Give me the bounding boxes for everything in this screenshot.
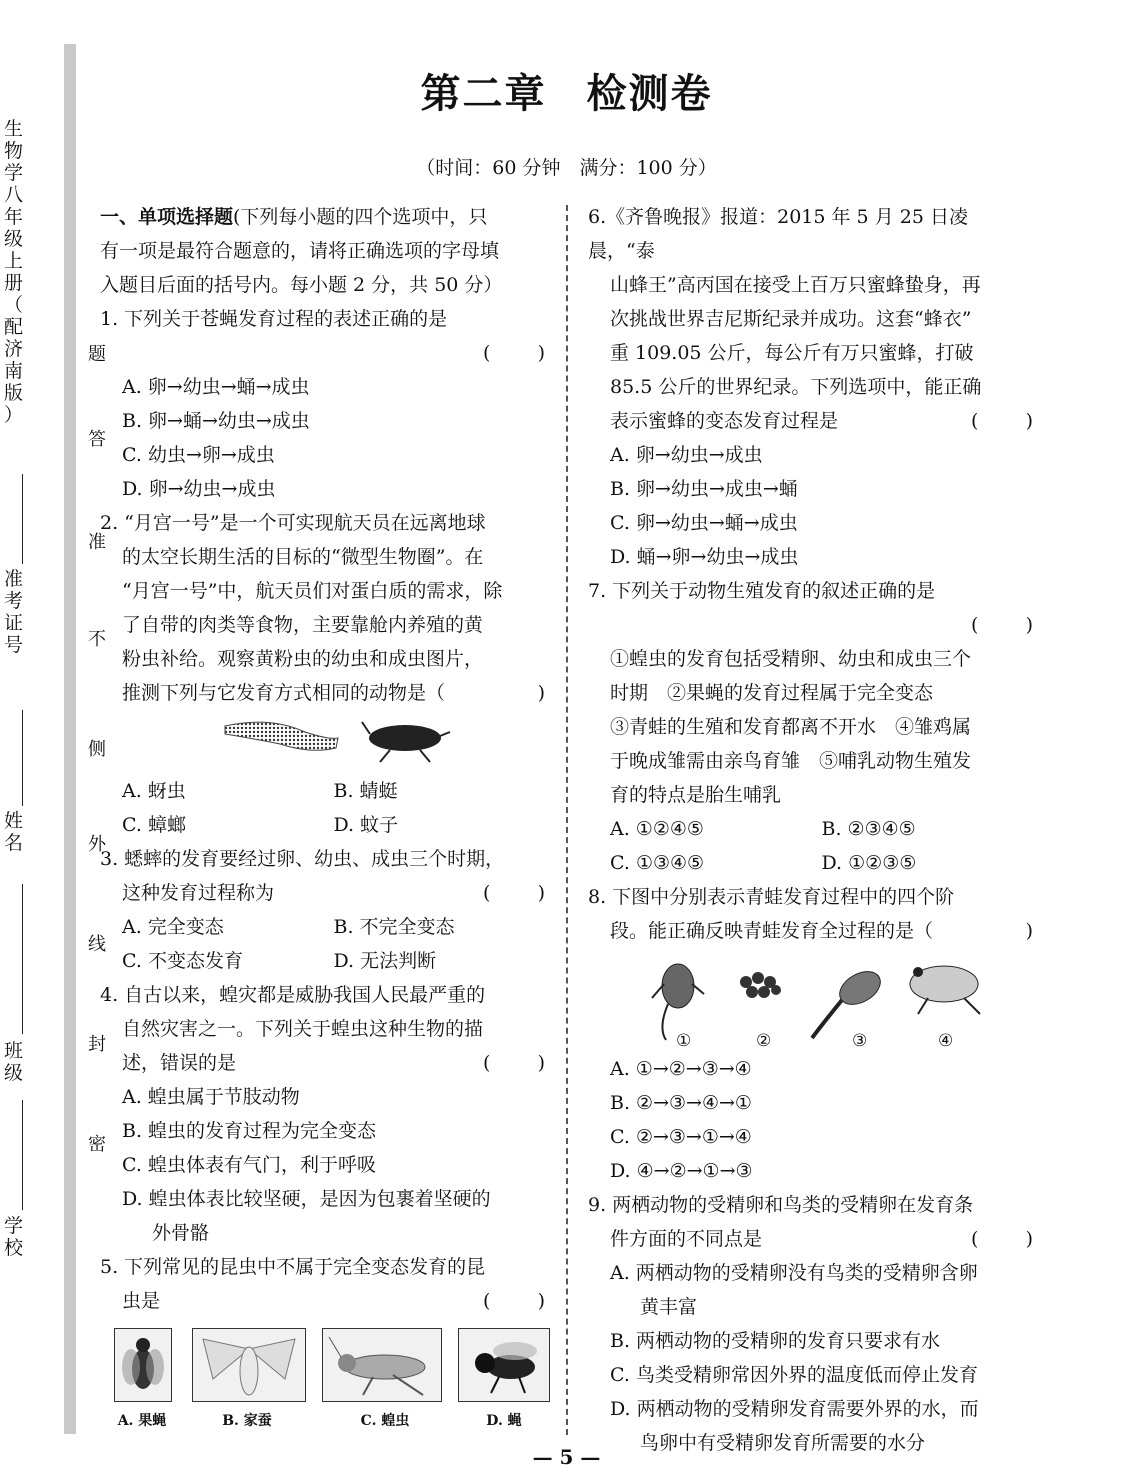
option-d: D. ①②③⑤: [821, 852, 917, 874]
adult-frog-icon: [910, 966, 980, 1014]
frog-stages-images: [588, 948, 1033, 1052]
exam-id-line: [22, 474, 23, 564]
school-line: [22, 1100, 23, 1210]
mealworm-figure: [100, 710, 545, 774]
caption-c: C. 蝗虫: [360, 1413, 410, 1429]
question-1: 1. 下列关于苍蝇发育过程的表述正确的是 ( ) A. 卵→幼虫→蛹→成虫 B. 卵→蛹→幼虫→成虫 C. 幼虫→卵→成虫 D. 卵→幼虫→成虫: [100, 302, 545, 506]
question-3: 3. 蟋蟀的发育要经过卵、幼虫、成虫三个时期， 这种发育过程称为 ( ) A. 完全变态 B. 不完全变态 C. 不变态发育 D. 无法判断: [100, 842, 545, 978]
left-column: [100, 200, 545, 1318]
side-class-label: 班 级: [4, 1040, 24, 1084]
seal-char: 外: [88, 834, 106, 855]
section1-heading-line: 一、单项选择题(下列每小题的四个选项中，只: [100, 206, 488, 228]
seal-char: 准: [88, 532, 106, 553]
option-b: B. 两栖动物的受精卵的发育只要求有水: [610, 1330, 941, 1352]
section1-instructions: 入题目后面的括号内。每小题 2 分，共 50 分）: [100, 274, 503, 296]
side-exam-id-label: 准 考 证 号: [4, 568, 24, 656]
option-c: C. ①③④⑤: [610, 852, 705, 874]
question-8: 8. 下图中分别表示青蛙发育过程中的四个阶 段。能正确反映青蛙发育全过程的是（ ) ① ② ③ ④ A. ①→②→③→④ B. ②→③→④→① C. ②→③→①→④ D. ④→②→①→③: [588, 880, 1033, 1188]
question-7: 7. 下列关于动物生殖发育的叙述正确的是 ( ) ①蝗虫的发育包括受精卵、幼虫和成虫三个 时期 ②果蝇的发育过程属于完全变态 ③青蛙的生殖和发育都离不开水 ④雏鸡属 于晚成雏需由亲鸟育雏 ⑤哺乳动物生殖发 育的特点是胎生哺乳 A. ①②④⑤ B. ②③④⑤ C. ①③④⑤ D. ①②③⑤: [588, 574, 1033, 880]
question-5: 5. 下列常见的昆虫中不属于完全变态发育的昆 虫是 ( ): [100, 1256, 545, 1312]
side-school-label: 学 校: [4, 1215, 24, 1259]
option-a: A. 完全变态: [122, 916, 224, 938]
tadpole-icon: [812, 965, 886, 1038]
option-c: C. 蝗虫体表有气门，利于呼吸: [122, 1154, 376, 1176]
seal-char: 侧: [88, 739, 106, 760]
option-b: B. 蜻蜓: [333, 780, 398, 802]
option-a: A. 蝗虫属于节肢动物: [122, 1086, 300, 1108]
side-book-title: 生 物 学 八 年 级 上 册 （ 配 济 南 版 ）: [4, 118, 24, 426]
option-d: D. 蛹→卵→幼虫→成虫: [610, 546, 799, 568]
option-d: D. 蚊子: [333, 814, 399, 836]
page-title: [0, 62, 1133, 119]
option-d: D. 无法判断: [333, 950, 437, 972]
option-c: C. 卵→幼虫→蛹→成虫: [610, 512, 798, 534]
option-a: A. 蚜虫: [122, 780, 186, 802]
section1-instructions: 有一项是最符合题意的，请将正确选项的字母填: [100, 240, 500, 262]
question-9: 9. 两栖动物的受精卵和鸟类的受精卵在发育条 件方面的不同点是 ( ) A. 两栖动物的受精卵没有鸟类的受精卵含卵 黄丰富 B. 两栖动物的受精卵的发育只要求有水 C. 鸟类受精卵常因外界的温度低而停止发育 D. 两栖动物的受精卵发育需要外界的水，而 鸟卵中有受精卵发育所需要的水分: [588, 1194, 1033, 1454]
larva-icon: [225, 722, 338, 750]
seal-char: 密: [88, 1134, 106, 1155]
mealworm-images: [100, 710, 545, 774]
option-a: A. 两栖动物的受精卵没有鸟类的受精卵含卵: [610, 1262, 978, 1284]
frog-stages-figure: [588, 948, 1033, 1052]
seal-char: 答: [88, 429, 106, 450]
stage-label-4: ④: [938, 1031, 954, 1051]
seal-char: 线: [88, 934, 106, 955]
answer-paren: ( ): [483, 342, 545, 364]
question-4: 4. 自古以来，蝗灾都是威胁我国人民最严重的 自然灾害之一。下列关于蝗虫这种生物的描 述，错误的是 ( ) A. 蝗虫属于节肢动物 B. 蝗虫的发育过程为完全变态 C. 蝗虫体表有气门，利于呼吸 D. 蝗虫体表比较坚硬，是因为包裹着坚硬的 外骨骼: [100, 984, 545, 1244]
frog-eggs-icon: [740, 972, 781, 998]
exam-time-score: （时间：60 分钟 满分：100 分）: [416, 157, 717, 179]
option-c: C. ②→③→①→④: [610, 1126, 752, 1148]
option-c: C. 幼虫→卵→成虫: [122, 444, 275, 466]
option-c: C. 不变态发育: [122, 950, 243, 972]
option-b: B. ②③④⑤: [821, 818, 916, 840]
title-chapter: 第二章: [420, 70, 547, 117]
option-c: C. 蟑螂: [122, 814, 186, 836]
page-number: — 5 —: [532, 1445, 601, 1469]
question-6: 6.《齐鲁晚报》报道：2015 年 5 月 25 日凌晨，“泰 山蜂王”高丙国在接受上百万只蜜蜂蛰身，再 次挑战世界吉尼斯纪录并成功。这套“蜂衣” 重 109.05 公斤，每公斤有万只蜜蜂，打破 85.5 公斤的世界纪录。下列选项中，能正确 表示蜜蜂的变态发育过程是 ( ) A. 卵→幼虫→成虫 B. 卵→幼虫→成虫→蛹 C. 卵→幼虫→蛹→成虫 D. 蛹→卵→幼虫→成虫: [588, 200, 1033, 574]
caption-d: D. 蝇: [486, 1413, 522, 1429]
silkworm-moth-image: [192, 1328, 306, 1402]
option-b: B. 不完全变态: [333, 916, 455, 938]
option-d: D. 卵→幼虫→成虫: [122, 478, 276, 500]
column-divider: [566, 205, 568, 1435]
option-d: D. 蝗虫体表比较坚硬，是因为包裹着坚硬的: [122, 1188, 491, 1210]
title-exam: 检测卷: [586, 70, 713, 117]
option-b: B. 卵→幼虫→成虫→蛹: [610, 478, 798, 500]
option-b: B. ②→③→④→①: [610, 1092, 752, 1114]
caption-b: B. 家蚕: [222, 1413, 272, 1429]
option-a: A. ①②④⑤: [610, 818, 704, 840]
stage-label-3: ③: [852, 1031, 868, 1051]
question-2: 2. “月宫一号”是一个可实现航天员在远离地球 的太空长期生活的目标的“微型生物圈”。在 “月宫一号”中，航天员们对蛋白质的需求，除 了自带的肉类等食物，主要靠舱内养殖的黄 粉虫补给。观察黄粉虫的幼虫和成虫图片， 推测下列与它发育方式相同的动物是（ ) A. 蚜虫 B. 蜻蜓 C. 蟑螂 D. 蚊子: [100, 506, 545, 842]
beetle-icon: [369, 725, 441, 751]
fruitfly-image: [114, 1328, 172, 1402]
seal-char: 封: [88, 1034, 106, 1055]
stage-label-2: ②: [756, 1031, 772, 1051]
option-d: D. ④→②→①→③: [610, 1160, 753, 1182]
right-column: [588, 200, 1033, 1460]
option-a: A. 卵→幼虫→蛹→成虫: [122, 376, 310, 398]
option-b: B. 蝗虫的发育过程为完全变态: [122, 1120, 377, 1142]
name-line: [22, 710, 23, 806]
locust-image: [322, 1328, 442, 1402]
stage-label-1: ①: [676, 1031, 692, 1051]
housefly-image: [458, 1328, 550, 1402]
class-line: [22, 884, 23, 1034]
option-a: A. 卵→幼虫→成虫: [610, 444, 763, 466]
caption-a: A. 果蝇: [117, 1413, 167, 1429]
side-name-label: 姓 名: [4, 810, 24, 854]
option-a: A. ①→②→③→④: [610, 1058, 752, 1080]
option-b: B. 卵→蛹→幼虫→成虫: [122, 410, 310, 432]
option-c: C. 鸟类受精卵常因外界的温度低而停止发育: [610, 1364, 978, 1386]
seal-char: 题: [88, 344, 106, 365]
seal-char: 不: [88, 629, 106, 650]
binding-gutter: [64, 44, 76, 1434]
option-d: D. 两栖动物的受精卵发育需要外界的水，而: [610, 1398, 979, 1420]
